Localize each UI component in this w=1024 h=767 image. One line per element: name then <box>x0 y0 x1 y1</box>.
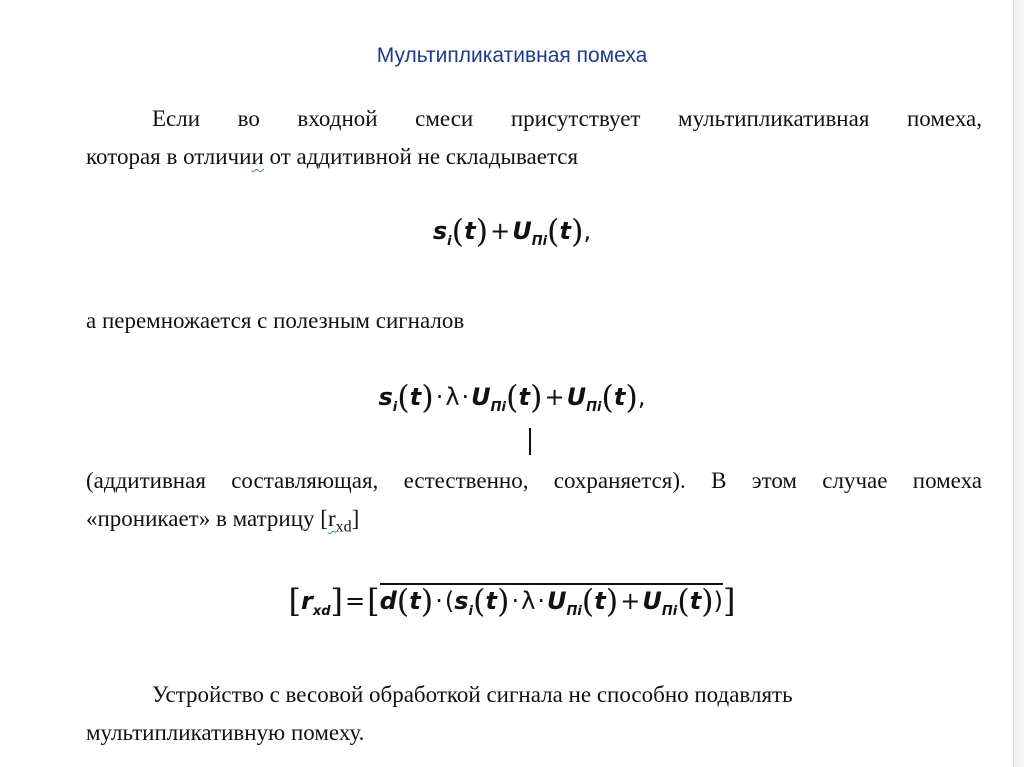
paragraph-conclusion <box>86 676 906 752</box>
paragraph-penetrates-line-1: (аддитивная составляющая, естественно, сохраняется). В этом случае помеха <box>86 468 982 493</box>
paragraph-intro <box>86 100 982 176</box>
matrix-symbol: $r_{xd}$ <box>327 506 352 536</box>
equation-matrix: $[r_{xd}]=[d(t)\cdot(s_i(t)\cdot\lambda\cdot U_{Пi}(t)+U_{Пi}(t))]$ <box>288 582 736 620</box>
paragraph-penetrates-line-2: «проникает» в матрицу $[r_{xd}]$ <box>86 506 360 536</box>
equation-overline: $d(t)\cdot(s_i(t)\cdot\lambda\cdot U_{Пi}(t)+U_{Пi}(t))$ <box>379 582 724 620</box>
slide-title: Мультипликативная помеха <box>376 44 648 67</box>
spellcheck-mark: и <box>251 144 264 169</box>
paragraph-intro-line-2: которая в отличии от аддитивной не складывается <box>86 144 579 169</box>
equation-multiplicative: $s_i(t)\cdot\lambda\cdot U_{Пi}(t)+U_{Пi}(t)$, <box>378 378 646 416</box>
paragraph-penetrates <box>86 462 982 547</box>
paragraph-conclusion-line-2: мультипликативную помеху. <box>86 720 365 745</box>
text-cursor <box>529 428 531 455</box>
paragraph-multiply-line: а перемножается с полезным сигналов <box>86 308 465 333</box>
paragraph-conclusion-line-1: Устройство с весовой обработкой сигнала не способно подавлять <box>152 682 793 707</box>
paragraph-multiply <box>86 302 982 340</box>
paragraph-intro-line-1: Если во входной смеси присутствует мультипликативная помеха, <box>152 106 982 131</box>
equation-additive: $s_i(t)+U_{Пi}(t)$, <box>432 212 592 250</box>
